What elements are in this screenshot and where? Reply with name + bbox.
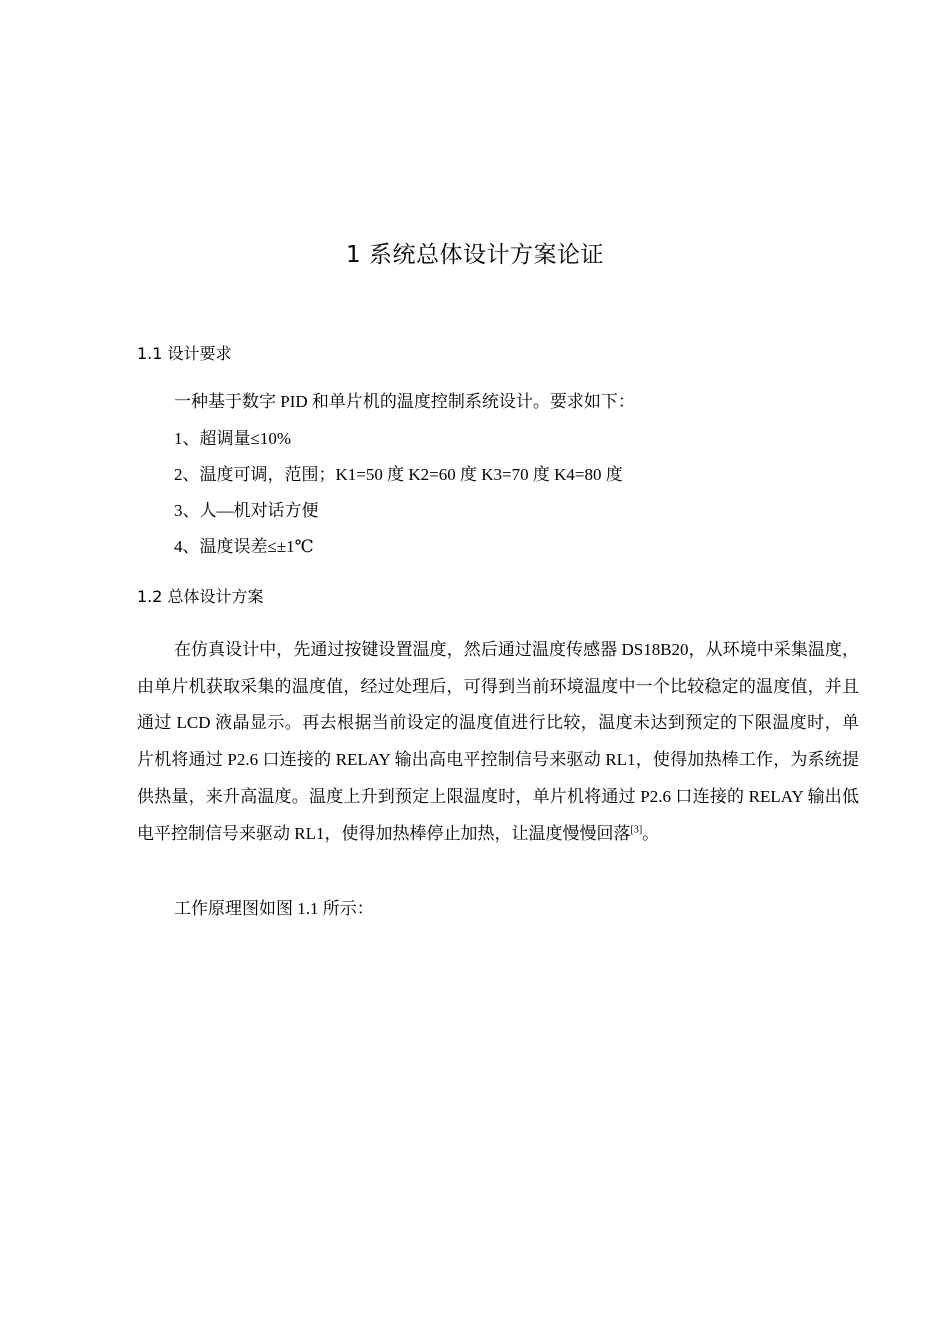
requirement-item: 1、超调量≤10% (174, 429, 291, 448)
requirement-item: 2、温度可调，范围；K1=50 度 K2=60 度 K3=70 度 K4=80 度 (174, 465, 623, 484)
figure-intro: 工作原理图如图 1.1 所示： (174, 899, 374, 918)
overall-design-paragraph (137, 632, 859, 852)
requirements-intro: 一种基于数字 PID 和单片机的温度控制系统设计。要求如下： (174, 392, 635, 411)
paragraph-body: 在仿真设计中，先通过按键设置温度，然后通过温度传感器 DS18B20，从环境中采集温度，由单片机获取采集的温度值，经过处理后，可得到当前环境温度中一个比较稳定的温度值，并且通过 LCD 液晶显示。再去根据当前设定的温度值进行比较，温度未达到预定的下限温度时，单片机将通过 P2.6 口连接的 RELAY 输出高电平控制信号来驱动 RL1，使得加热棒工作，为系统提供热量，来升高温度。温度上升到预定上限温度时，单片机将通过 P2.6 口连接的 RELAY 输出低电平控制信号来驱动 RL1，使得加热棒停止加热，让温度慢慢回落 (137, 640, 859, 843)
requirement-item: 3、人—机对话方便 (174, 501, 319, 520)
chapter-title: 1 系统总体设计方案论证 (346, 242, 604, 268)
requirement-item: 4、温度误差≤±1℃ (174, 537, 314, 556)
section-heading-design-requirements: 1.1 设计要求 (137, 344, 232, 363)
citation-reference: [3] (630, 823, 643, 835)
paragraph-end: 。 (642, 823, 660, 843)
section-heading-overall-design: 1.2 总体设计方案 (137, 587, 264, 606)
